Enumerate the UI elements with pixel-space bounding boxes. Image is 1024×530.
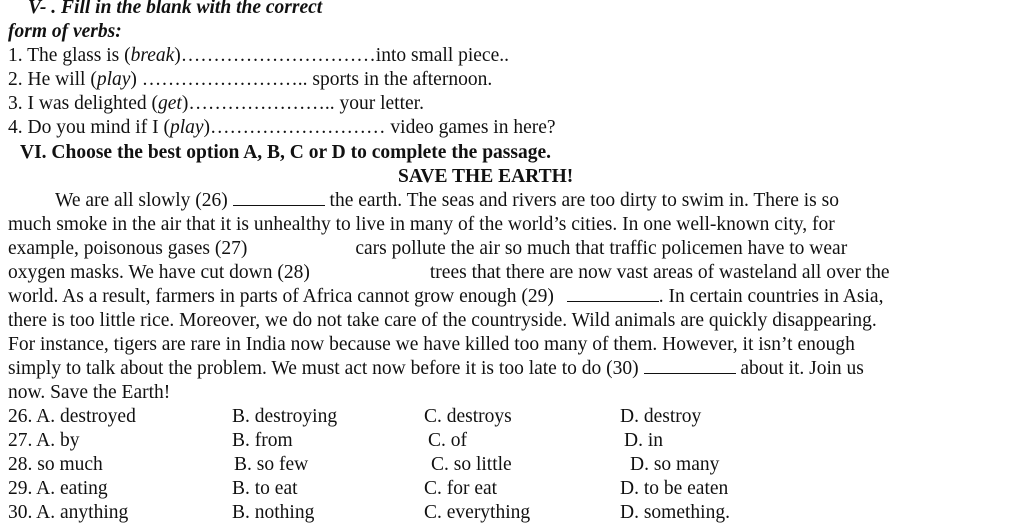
exercise-item-1: 1. The glass is (break)…………………………into small piece.. <box>8 45 509 66</box>
option-27-c[interactable]: C. of <box>428 430 467 451</box>
passage-line-8: simply to talk about the problem. We must act now before it is too late to do (30) about it. Join us <box>8 358 864 379</box>
option-28-b[interactable]: B. so few <box>234 454 309 475</box>
blank-29[interactable] <box>567 286 659 302</box>
exercise-item-2: 2. He will (play) …………………….. sports in the afternoon. <box>8 69 493 90</box>
option-29-b[interactable]: B. to eat <box>232 478 298 499</box>
blank-26[interactable] <box>233 190 325 206</box>
passage-line-5: world. As a result, farmers in parts of Africa cannot grow enough (29) . In certain countries in Asia, <box>8 286 884 307</box>
option-28-d[interactable]: D. so many <box>630 454 720 475</box>
passage-line-7: For instance, tigers are rare in India now because we have killed too many of them. However, it isn’t enough <box>8 334 855 355</box>
option-27-a[interactable]: 27. A. by <box>8 430 80 451</box>
blank-30[interactable] <box>644 358 736 374</box>
option-29-c[interactable]: C. for eat <box>424 478 498 499</box>
section-6-title: VI. Choose the best option A, B, C or D to complete the passage. <box>20 142 552 163</box>
option-27-d[interactable]: D. in <box>624 430 663 451</box>
option-29-a[interactable]: 29. A. eating <box>8 478 108 499</box>
option-30-c[interactable]: C. everything <box>424 502 531 523</box>
option-30-a[interactable]: 30. A. anything <box>8 502 129 523</box>
option-26-c[interactable]: C. destroys <box>424 406 512 427</box>
passage-line-3: example, poisonous gases (27) cars pollute the air so much that traffic policemen have to wear <box>8 238 848 259</box>
option-26-b[interactable]: B. destroying <box>232 406 338 427</box>
answer-blank-1[interactable]: ………………………… <box>180 45 376 66</box>
option-30-d[interactable]: D. something. <box>620 502 730 523</box>
answer-blank-2[interactable]: …………………….. <box>141 69 308 90</box>
section-5-title: V- . Fill in the blank with the correct <box>28 0 323 18</box>
option-27-b[interactable]: B. from <box>232 430 293 451</box>
section-5-title-cont: form of verbs: <box>8 21 122 42</box>
passage-line-9: now. Save the Earth! <box>8 382 171 403</box>
passage-line-2: much smoke in the air that it is unhealthy to live in many of the world’s cities. In one well-known city, for <box>8 214 835 235</box>
option-28-c[interactable]: C. so little <box>431 454 512 475</box>
exercise-item-4: 4. Do you mind if I (play)……………………… video games in here? <box>8 117 556 138</box>
option-28-a[interactable]: 28. so much <box>8 454 103 475</box>
answer-blank-4[interactable]: ……………………… <box>210 117 386 138</box>
passage-title: SAVE THE EARTH! <box>398 166 574 187</box>
exercise-item-3: 3. I was delighted (get)………………….. your letter. <box>8 93 424 114</box>
option-26-a[interactable]: 26. A. destroyed <box>8 406 136 427</box>
option-30-b[interactable]: B. nothing <box>232 502 315 523</box>
option-26-d[interactable]: D. destroy <box>620 406 702 427</box>
passage-line-4: oxygen masks. We have cut down (28) trees that there are now vast areas of wasteland all over the <box>8 262 890 283</box>
passage-line-6: there is too little rice. Moreover, we do not take care of the countryside. Wild animals are quickly disappearing. <box>8 310 877 331</box>
passage-line-1: We are all slowly (26) the earth. The seas and rivers are too dirty to swim in. There is so <box>55 190 839 211</box>
answer-blank-3[interactable]: ………………….. <box>188 93 335 114</box>
option-29-d[interactable]: D. to be eaten <box>620 478 729 499</box>
